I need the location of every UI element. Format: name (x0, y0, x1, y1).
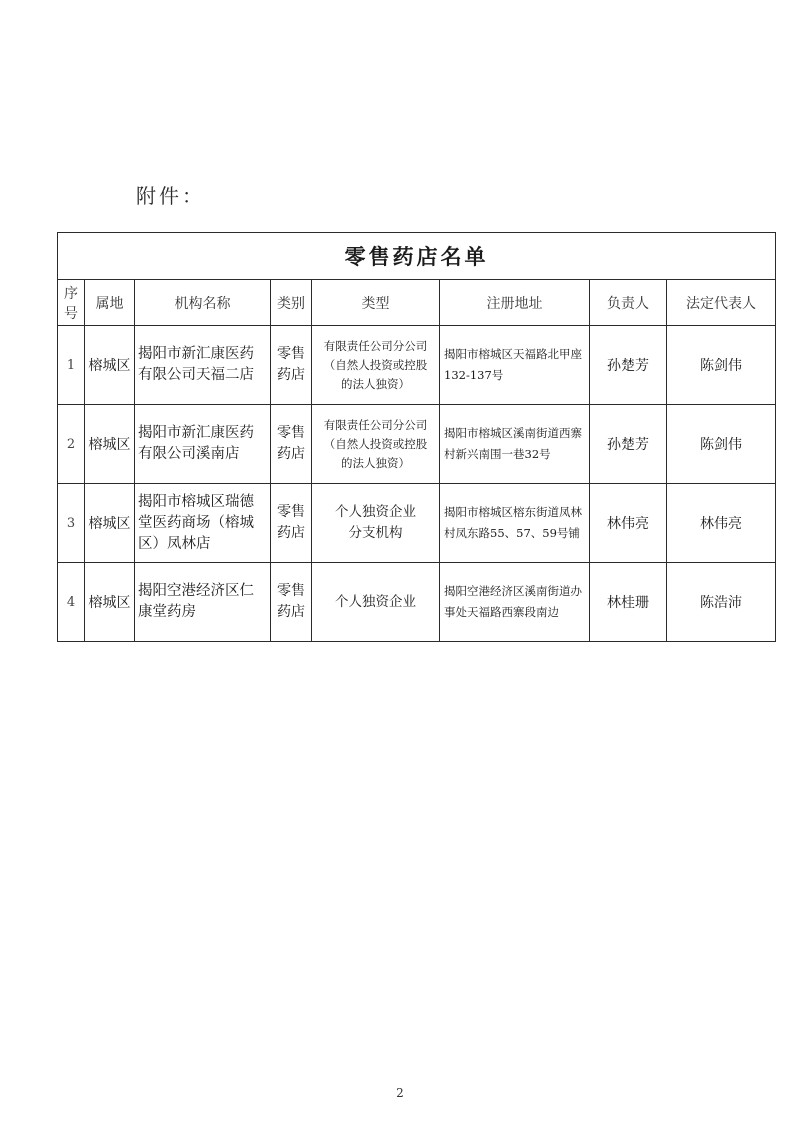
table-row (58, 326, 776, 405)
row-type-line: 有限责任公司分公司 (323, 338, 428, 353)
header-manager: 负责人 (590, 280, 667, 326)
row-category: 零售药店 (271, 405, 312, 484)
row-address: 揭阳市榕城区榕东街道凤林村凤东路55、57、59号铺 (440, 484, 590, 563)
header-name: 机构名称 (135, 280, 271, 326)
row-manager: 林伟亮 (590, 484, 667, 563)
row-name: 揭阳空港经济区仁康堂药房 (135, 563, 271, 642)
row-seq: 3 (58, 484, 85, 563)
row-address: 揭阳市榕城区天福路北甲座132-137号 (440, 326, 590, 405)
row-legal-rep: 陈剑伟 (667, 405, 776, 484)
row-region: 榕城区 (85, 484, 135, 563)
row-category: 零售药店 (271, 326, 312, 405)
row-category: 零售药店 (271, 563, 312, 642)
row-seq: 2 (58, 405, 85, 484)
table-header-row (58, 280, 776, 326)
row-manager: 孙楚芳 (590, 326, 667, 405)
row-type-line: 分支机构 (348, 525, 403, 541)
row-seq: 4 (58, 563, 85, 642)
row-type (312, 326, 440, 405)
row-legal-rep: 陈剑伟 (667, 326, 776, 405)
row-manager: 林桂珊 (590, 563, 667, 642)
row-type-line: 有限责任公司分公司 (323, 417, 428, 432)
row-type-line: 的法人独资） (341, 376, 410, 391)
table-row (58, 484, 776, 563)
row-category: 零售药店 (271, 484, 312, 563)
row-type-line: 个人独资企业 (335, 504, 416, 520)
table-title: 零售药店名单 (58, 233, 776, 280)
row-legal-rep: 陈浩沛 (667, 563, 776, 642)
header-region: 属地 (85, 280, 135, 326)
pharmacy-list-table (57, 232, 776, 642)
row-type-line: 的法人独资） (341, 455, 410, 470)
header-seq: 序号 (58, 280, 85, 326)
page-number: 2 (396, 1086, 404, 1100)
row-type (312, 484, 440, 563)
table-row (58, 563, 776, 642)
header-type: 类型 (312, 280, 440, 326)
row-name: 揭阳市新汇康医药有限公司天福二店 (135, 326, 271, 405)
row-manager: 孙楚芳 (590, 405, 667, 484)
row-seq: 1 (58, 326, 85, 405)
row-type (312, 405, 440, 484)
header-address: 注册地址 (440, 280, 590, 326)
attachment-label: 附件： (136, 184, 205, 208)
header-legal-rep: 法定代表人 (667, 280, 776, 326)
row-type (312, 563, 440, 642)
row-address: 揭阳空港经济区溪南街道办事处天福路西寨段南边 (440, 563, 590, 642)
row-name: 揭阳市榕城区瑞德堂医药商场（榕城区）凤林店 (135, 484, 271, 563)
row-address: 揭阳市榕城区溪南街道西寨村新兴南围一巷32号 (440, 405, 590, 484)
row-region: 榕城区 (85, 563, 135, 642)
table-row (58, 405, 776, 484)
header-category: 类别 (271, 280, 312, 326)
row-name: 揭阳市新汇康医药有限公司溪南店 (135, 405, 271, 484)
row-type-line: 个人独资企业 (335, 593, 416, 610)
row-region: 榕城区 (85, 405, 135, 484)
row-type-line: （自然人投资或控股 (323, 436, 428, 451)
row-region: 榕城区 (85, 326, 135, 405)
row-type-line: （自然人投资或控股 (323, 357, 428, 372)
row-legal-rep: 林伟亮 (667, 484, 776, 563)
